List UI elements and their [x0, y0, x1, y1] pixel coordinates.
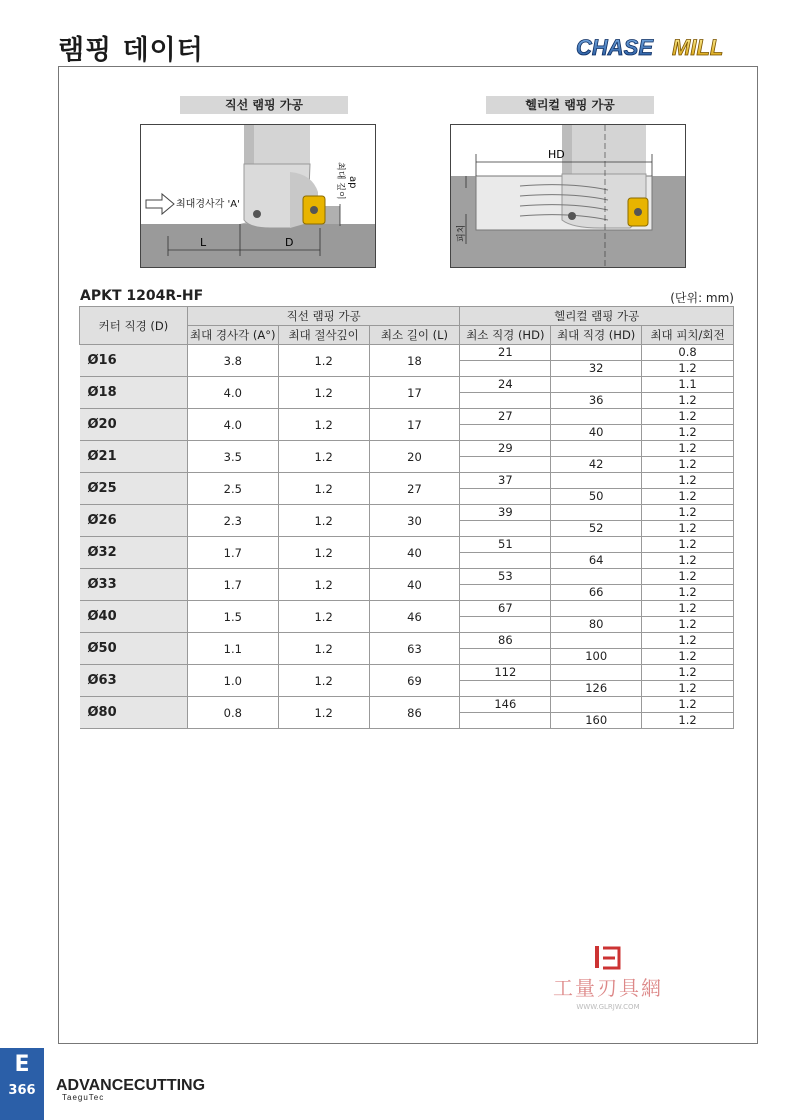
- cutter-diameter-cell: Ø21: [80, 441, 188, 473]
- max-hd-cell-top: [551, 409, 641, 425]
- max-hd-cell-bottom: 126: [551, 681, 641, 697]
- max-pitch-cell: [642, 505, 734, 537]
- watermark: [538, 944, 678, 1011]
- watermark-url: WWW.GLRJW.COM: [576, 1003, 640, 1011]
- table-row: [80, 697, 734, 729]
- max-hd-cell-bottom: 52: [551, 521, 641, 537]
- min-hd-cell-top: 86: [460, 633, 550, 649]
- section-tab: [0, 1048, 44, 1120]
- max-angle-cell: 1.0: [187, 665, 278, 697]
- max-pitch-cell-top: 1.2: [642, 697, 733, 713]
- cutter-diameter-cell: Ø20: [80, 409, 188, 441]
- footer-brand: ADVANCECUTTING: [56, 1077, 206, 1094]
- header-min-hd: 최소 직경 (HD): [460, 326, 551, 345]
- max-angle-cell: 2.3: [187, 505, 278, 537]
- max-depth-cell: 1.2: [278, 441, 369, 473]
- max-depth-cell: 1.2: [278, 665, 369, 697]
- helical-ramping-label: 헬리컬 램핑 가공: [486, 96, 654, 114]
- max-depth-cell: 1.2: [278, 569, 369, 601]
- cutter-diameter-cell: Ø40: [80, 601, 188, 633]
- ap-label: ap: [347, 176, 358, 189]
- max-hd-cell: [551, 409, 642, 441]
- header-max-depth: 최대 절삭깊이: [278, 326, 369, 345]
- min-hd-cell: [460, 569, 551, 601]
- pitch-label: 피치: [457, 224, 467, 242]
- min-hd-cell: [460, 409, 551, 441]
- min-hd-cell-bottom: [460, 649, 550, 665]
- max-hd-cell-top: [551, 473, 641, 489]
- max-hd-cell-top: [551, 377, 641, 393]
- cutter-diameter-cell: Ø16: [80, 345, 188, 377]
- max-depth-cell: 1.2: [278, 409, 369, 441]
- min-hd-cell-top: 53: [460, 569, 550, 585]
- unit-label: (단위: mm): [670, 291, 734, 305]
- header-helical-ramping: 헬리컬 램핑 가공: [460, 307, 734, 326]
- max-hd-cell-top: [551, 505, 641, 521]
- min-hd-cell-bottom: [460, 361, 550, 377]
- max-pitch-cell: [642, 665, 734, 697]
- straight-ramping-diagram: [140, 124, 376, 268]
- max-pitch-cell-bottom: 1.2: [642, 521, 733, 537]
- cutter-diameter-cell: Ø33: [80, 569, 188, 601]
- advance-cutting-logo: [56, 1072, 206, 1102]
- max-depth-label: 최대 깊이: [335, 162, 345, 200]
- min-length-cell: 63: [369, 633, 460, 665]
- min-length-cell: 17: [369, 409, 460, 441]
- straight-ramping-label: 직선 램핑 가공: [180, 96, 348, 114]
- min-hd-cell-top: 37: [460, 473, 550, 489]
- max-depth-cell: 1.2: [278, 697, 369, 729]
- max-pitch-cell-top: 1.2: [642, 665, 733, 681]
- max-depth-cell: 1.2: [278, 537, 369, 569]
- max-depth-cell: 1.2: [278, 473, 369, 505]
- min-hd-cell-bottom: [460, 457, 550, 473]
- model-number: APKT 1204R-HF: [80, 288, 204, 304]
- d-dim-label: D: [285, 236, 294, 249]
- min-hd-cell-top: 112: [460, 665, 550, 681]
- cutter-diameter-cell: Ø80: [80, 697, 188, 729]
- table-row: [80, 633, 734, 665]
- min-hd-cell-bottom: [460, 393, 550, 409]
- header-cutter-diameter: 커터 직경 (D): [80, 307, 188, 345]
- max-hd-cell-top: [551, 441, 641, 457]
- max-pitch-cell: [642, 633, 734, 665]
- min-length-cell: 18: [369, 345, 460, 377]
- max-pitch-cell: [642, 377, 734, 409]
- max-hd-cell-top: [551, 345, 641, 361]
- max-hd-cell-bottom: 36: [551, 393, 641, 409]
- max-depth-cell: 1.2: [278, 345, 369, 377]
- max-pitch-cell-top: 1.2: [642, 569, 733, 585]
- cutter-diameter-cell: Ø26: [80, 505, 188, 537]
- max-pitch-cell-top: 1.2: [642, 633, 733, 649]
- max-pitch-cell-bottom: 1.2: [642, 553, 733, 569]
- min-hd-cell-top: 146: [460, 697, 550, 713]
- max-hd-cell-top: [551, 697, 641, 713]
- hd-dim-label: HD: [548, 148, 565, 161]
- min-length-cell: 20: [369, 441, 460, 473]
- watermark-text: 工量刃具網: [553, 976, 663, 1000]
- max-pitch-cell-bottom: 1.2: [642, 713, 733, 729]
- cutter-diameter-cell: Ø32: [80, 537, 188, 569]
- max-hd-cell-bottom: 160: [551, 713, 641, 729]
- watermark-logo: [593, 944, 623, 972]
- max-angle-cell: 0.8: [187, 697, 278, 729]
- header-straight-ramping: 직선 램핑 가공: [187, 307, 460, 326]
- max-pitch-cell-top: 1.2: [642, 537, 733, 553]
- table-row: [80, 569, 734, 601]
- table-row: [80, 537, 734, 569]
- max-hd-cell: [551, 377, 642, 409]
- max-hd-cell-top: [551, 665, 641, 681]
- table-row: [80, 601, 734, 633]
- max-hd-cell-bottom: 100: [551, 649, 641, 665]
- max-pitch-cell-bottom: 1.2: [642, 393, 733, 409]
- table-row: [80, 377, 734, 409]
- cutter-diameter-cell: Ø63: [80, 665, 188, 697]
- max-pitch-cell-top: 0.8: [642, 345, 733, 361]
- max-pitch-cell-top: 1.2: [642, 409, 733, 425]
- max-hd-cell-bottom: 42: [551, 457, 641, 473]
- max-hd-cell: [551, 473, 642, 505]
- max-angle-cell: 2.5: [187, 473, 278, 505]
- max-pitch-cell: [642, 697, 734, 729]
- max-pitch-cell: [642, 441, 734, 473]
- min-hd-cell-bottom: [460, 617, 550, 633]
- max-depth-cell: 1.2: [278, 505, 369, 537]
- max-pitch-cell: [642, 601, 734, 633]
- min-length-cell: 86: [369, 697, 460, 729]
- max-pitch-cell-bottom: 1.2: [642, 681, 733, 697]
- ramping-data-table: [79, 306, 734, 729]
- max-pitch-cell-bottom: 1.2: [642, 489, 733, 505]
- max-pitch-cell-bottom: 1.2: [642, 361, 733, 377]
- max-pitch-cell: [642, 537, 734, 569]
- max-hd-cell: [551, 345, 642, 377]
- min-hd-cell: [460, 633, 551, 665]
- max-angle-cell: 4.0: [187, 409, 278, 441]
- max-pitch-cell-top: 1.2: [642, 505, 733, 521]
- header-max-pitch: 최대 피치/회전: [642, 326, 734, 345]
- max-hd-cell: [551, 441, 642, 473]
- max-hd-cell-top: [551, 569, 641, 585]
- max-hd-cell: [551, 697, 642, 729]
- max-hd-cell: [551, 665, 642, 697]
- chasemill-logo: [574, 30, 760, 62]
- max-pitch-cell: [642, 473, 734, 505]
- section-letter: E: [14, 1052, 30, 1077]
- min-length-cell: 69: [369, 665, 460, 697]
- min-hd-cell: [460, 441, 551, 473]
- max-angle-cell: 4.0: [187, 377, 278, 409]
- cutter-diameter-cell: Ø18: [80, 377, 188, 409]
- min-hd-cell-top: 29: [460, 441, 550, 457]
- max-hd-cell-top: [551, 633, 641, 649]
- max-hd-cell: [551, 505, 642, 537]
- max-depth-cell: 1.2: [278, 601, 369, 633]
- min-hd-cell: [460, 505, 551, 537]
- max-angle-label: 최대경사각 'A': [176, 199, 240, 210]
- max-angle-cell: 1.1: [187, 633, 278, 665]
- max-pitch-cell-bottom: 1.2: [642, 617, 733, 633]
- max-pitch-cell-bottom: 1.2: [642, 649, 733, 665]
- min-length-cell: 40: [369, 537, 460, 569]
- cutter-diameter-cell: Ø25: [80, 473, 188, 505]
- header-max-angle: 최대 경사각 (A°): [187, 326, 278, 345]
- min-hd-cell-bottom: [460, 425, 550, 441]
- max-hd-cell-bottom: 80: [551, 617, 641, 633]
- max-hd-cell-bottom: 66: [551, 585, 641, 601]
- max-depth-cell: 1.2: [278, 377, 369, 409]
- min-hd-cell: [460, 345, 551, 377]
- min-length-cell: 27: [369, 473, 460, 505]
- max-pitch-cell-bottom: 1.2: [642, 425, 733, 441]
- min-hd-cell: [460, 697, 551, 729]
- max-hd-cell-bottom: 50: [551, 489, 641, 505]
- min-hd-cell-bottom: [460, 585, 550, 601]
- min-hd-cell-top: 21: [460, 345, 550, 361]
- l-dim-label: L: [200, 236, 207, 249]
- svg-text:CHASE: CHASE: [576, 35, 654, 60]
- max-hd-cell: [551, 537, 642, 569]
- table-row: [80, 409, 734, 441]
- max-pitch-cell-bottom: 1.2: [642, 457, 733, 473]
- min-hd-cell-top: 24: [460, 377, 550, 393]
- table-row: [80, 665, 734, 697]
- max-hd-cell-top: [551, 537, 641, 553]
- max-angle-cell: 3.5: [187, 441, 278, 473]
- min-hd-cell-bottom: [460, 713, 550, 729]
- max-hd-cell-bottom: 40: [551, 425, 641, 441]
- max-angle-cell: 1.5: [187, 601, 278, 633]
- max-depth-cell: 1.2: [278, 633, 369, 665]
- max-hd-cell: [551, 633, 642, 665]
- table-row: [80, 505, 734, 537]
- min-length-cell: 40: [369, 569, 460, 601]
- min-hd-cell: [460, 473, 551, 505]
- header-max-hd: 최대 직경 (HD): [551, 326, 642, 345]
- max-hd-cell-bottom: 64: [551, 553, 641, 569]
- min-hd-cell-bottom: [460, 681, 550, 697]
- max-angle-cell: 1.7: [187, 569, 278, 601]
- min-hd-cell-top: 27: [460, 409, 550, 425]
- max-pitch-cell: [642, 409, 734, 441]
- max-hd-cell: [551, 569, 642, 601]
- max-hd-cell-top: [551, 601, 641, 617]
- min-hd-cell-bottom: [460, 489, 550, 505]
- max-pitch-cell-top: 1.2: [642, 601, 733, 617]
- min-length-cell: 17: [369, 377, 460, 409]
- min-hd-cell-bottom: [460, 553, 550, 569]
- max-angle-cell: 1.7: [187, 537, 278, 569]
- max-pitch-cell-top: 1.2: [642, 473, 733, 489]
- max-pitch-cell-top: 1.2: [642, 441, 733, 457]
- max-angle-cell: 3.8: [187, 345, 278, 377]
- min-hd-cell-top: 67: [460, 601, 550, 617]
- footer-sub: TaeguTec: [62, 1093, 105, 1102]
- max-hd-cell: [551, 601, 642, 633]
- table-row: [80, 441, 734, 473]
- min-length-cell: 46: [369, 601, 460, 633]
- max-pitch-cell-top: 1.1: [642, 377, 733, 393]
- min-hd-cell-top: 51: [460, 537, 550, 553]
- helical-ramping-diagram: [450, 124, 686, 268]
- min-hd-cell: [460, 537, 551, 569]
- cutter-diameter-cell: Ø50: [80, 633, 188, 665]
- max-hd-cell-bottom: 32: [551, 361, 641, 377]
- table-row: [80, 345, 734, 377]
- max-pitch-cell-bottom: 1.2: [642, 585, 733, 601]
- min-hd-cell: [460, 665, 551, 697]
- header-min-length: 최소 길이 (L): [369, 326, 460, 345]
- min-hd-cell: [460, 601, 551, 633]
- min-length-cell: 30: [369, 505, 460, 537]
- min-hd-cell-top: 39: [460, 505, 550, 521]
- table-row: [80, 473, 734, 505]
- min-hd-cell-bottom: [460, 521, 550, 537]
- page-title: 램핑 데이터: [58, 35, 204, 66]
- svg-text:MILL: MILL: [672, 35, 724, 60]
- min-hd-cell: [460, 377, 551, 409]
- page-number: 366: [8, 1083, 36, 1098]
- max-pitch-cell: [642, 569, 734, 601]
- max-pitch-cell: [642, 345, 734, 377]
